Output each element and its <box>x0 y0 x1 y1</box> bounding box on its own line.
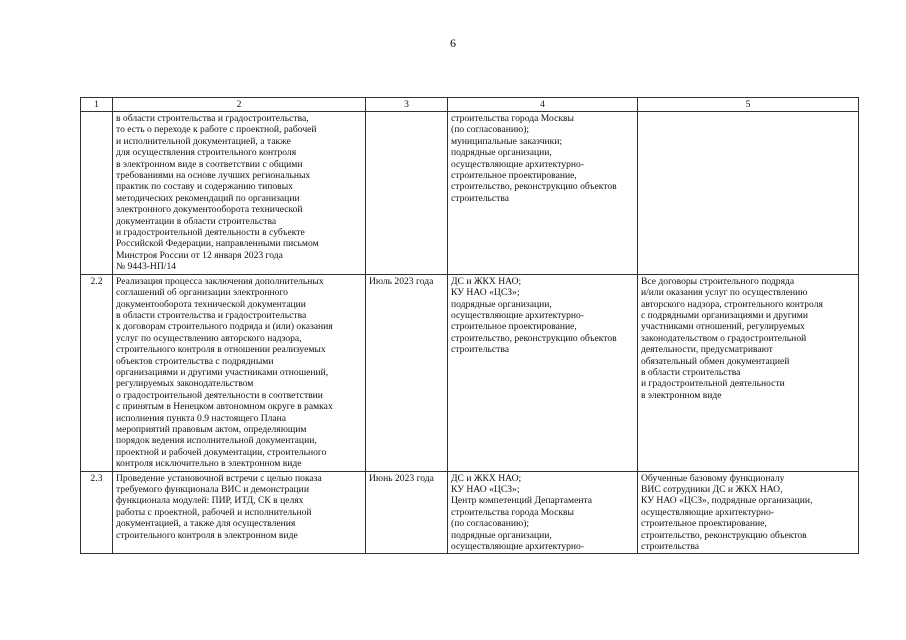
column-header: 5 <box>638 98 859 112</box>
expected-result-line: деятельности, предусматривают <box>641 344 773 356</box>
row-number <box>81 112 113 275</box>
responsible-parties-line: строительство, реконструкцию объектов <box>451 332 617 344</box>
activity-description-line: требуемого функционала ВИС и демонстрации <box>116 484 309 495</box>
due-date: Июнь 2023 года <box>366 471 448 554</box>
responsible-parties-line: муниципальные заказчики; <box>451 135 563 147</box>
expected-result-line: авторского надзора, строительного контроля <box>641 298 823 310</box>
column-header: 1 <box>81 98 113 112</box>
responsible-parties-line: подрядные организации, <box>451 298 552 310</box>
expected-result-line: в области строительства <box>641 366 741 378</box>
activity-description-line: соглашений об организации электронного <box>116 287 288 299</box>
expected-result-line: строительства <box>641 541 700 553</box>
activity-description-line: то есть о переходе к работе с проектной, рабочей <box>116 124 317 136</box>
responsible-parties <box>448 274 638 471</box>
plan-table <box>80 97 859 554</box>
activity-description-line: и исполнительной документацией, а также <box>116 135 291 147</box>
activity-description-line: № 9443-НП/14 <box>116 261 177 273</box>
activity-description-line: работы с проектной, рабочей и исполнительной <box>116 506 312 518</box>
expected-result <box>638 274 859 471</box>
activity-description-line: с принятым в Ненецком автономном округе в рамках <box>116 401 333 413</box>
table-row <box>81 471 859 554</box>
responsible-parties-line: строительное проектирование, <box>451 170 577 182</box>
responsible-parties-line: строительства <box>451 192 510 204</box>
responsible-parties-line: (по согласованию); <box>451 518 530 530</box>
activity-description-line: документации в области строительства <box>116 215 277 227</box>
expected-result <box>638 112 859 275</box>
responsible-parties-line: строительное проектирование, <box>451 321 577 333</box>
activity-description-line: объектов строительства с подрядными <box>116 355 274 367</box>
responsible-parties-line: КУ НАО «ЦСЗ»; <box>451 287 520 299</box>
activity-description-line: о градостроительной деятельности в соответствии <box>116 389 323 401</box>
activity-description-line: проектной и рабочей документации, строительного <box>116 446 327 458</box>
activity-description <box>113 471 366 554</box>
expected-result-line: с подрядными организациями и другими <box>641 309 809 321</box>
expected-result-line: и/или оказания услуг по осуществлению <box>641 287 808 299</box>
activity-description-line: услуг по осуществлению авторского надзора, <box>116 332 302 344</box>
activity-description-line: методических рекомендаций по организации <box>116 192 300 204</box>
due-date: Июль 2023 года <box>366 274 448 471</box>
activity-description-line: для осуществления строительного контроля <box>116 147 297 159</box>
activity-description-line: организациями и другими участниками отношений, <box>116 366 329 378</box>
activity-description-line: и градостроительной деятельности в субъекте <box>116 227 305 239</box>
responsible-parties <box>448 112 638 275</box>
expected-result-line: строительство, реконструкцию объектов <box>641 529 807 541</box>
responsible-parties-line: (по согласованию); <box>451 124 530 136</box>
responsible-parties-line: КУ НАО «ЦСЗ»; <box>451 484 520 495</box>
expected-result-line: строительное проектирование, <box>641 518 767 530</box>
responsible-parties-line: ДС и ЖКХ НАО; <box>451 472 522 484</box>
responsible-parties-line: строительства города Москвы <box>451 113 574 124</box>
page-number: 6 <box>450 36 456 50</box>
responsible-parties-line: осуществляющие архитектурно- <box>451 158 585 170</box>
activity-description-line: электронного документооборота технической <box>116 204 303 216</box>
responsible-parties-line: Центр компетенций Департамента <box>451 495 593 507</box>
table-row <box>81 112 859 275</box>
column-header: 4 <box>448 98 638 112</box>
expected-result-line: ВИС сотрудники ДС и ЖКХ НАО, <box>641 484 783 495</box>
expected-result-line: обязательный обмен документацией <box>641 355 790 367</box>
activity-description-line: требованиями на основе лучших региональных <box>116 170 311 182</box>
activity-description-line: в области строительства и градостроительства, <box>116 113 309 124</box>
activity-description-line: Минстроя России от 12 января 2023 года <box>116 249 283 261</box>
expected-result-line: Все договоры строительного подряда <box>641 275 795 287</box>
responsible-parties-line: ДС и ЖКХ НАО; <box>451 275 522 287</box>
responsible-parties-line: осуществляющие архитектурно- <box>451 541 585 553</box>
column-header: 2 <box>113 98 366 112</box>
activity-description-line: к договорам строительного подряда и (или) оказания <box>116 321 333 333</box>
activity-description-line: мероприятий правовым актом, определяющим <box>116 423 307 435</box>
activity-description-line: в электронном виде в соответствии с общими <box>116 158 303 170</box>
due-date <box>366 112 448 275</box>
activity-description-line: контроля исключительно в электронном виде <box>116 458 302 470</box>
responsible-parties-line: подрядные организации, <box>451 147 552 159</box>
expected-result-line: КУ НАО «ЦСЗ», подрядные организации, <box>641 495 813 507</box>
header-row <box>81 98 859 112</box>
expected-result-line: законодательством о градостроительной <box>641 332 807 344</box>
responsible-parties-line: строительство, реконструкцию объектов <box>451 181 617 193</box>
activity-description-line: практик по составу и содержанию типовых <box>116 181 293 193</box>
activity-description-line: в области строительства и градостроительства <box>116 309 307 321</box>
activity-description-line: документацией, а также для осуществления <box>116 518 296 530</box>
expected-result-line: Обученные базовому функционалу <box>641 472 785 484</box>
activity-description-line: Реализация процесса заключения дополнительных <box>116 275 324 287</box>
expected-result-line: и градостроительной деятельности <box>641 378 785 390</box>
activity-description-line: строительного контроля в электронном виде <box>116 529 298 541</box>
row-number: 2.2 <box>81 274 113 471</box>
expected-result-line: в электронном виде <box>641 389 722 401</box>
activity-description-line: Проведение установочной встречи с целью показа <box>116 472 322 484</box>
expected-result <box>638 471 859 554</box>
row-number: 2.3 <box>81 471 113 554</box>
activity-description-line: документооборота технической документации <box>116 298 306 310</box>
expected-result-line: участниками отношений, регулируемых <box>641 321 805 333</box>
activity-description-line: функционала модулей: ПИР, ИТД, СК в целях <box>116 495 304 507</box>
table-row <box>81 274 859 471</box>
activity-description <box>113 274 366 471</box>
activity-description-line: строительного контроля в отношении реализуемых <box>116 344 326 356</box>
responsible-parties-line: строительства города Москвы <box>451 506 574 518</box>
activity-description-line: порядок ведения исполнительной документации, <box>116 435 317 447</box>
column-header: 3 <box>366 98 448 112</box>
expected-result-line: осуществляющие архитектурно- <box>641 506 775 518</box>
responsible-parties-line: строительства <box>451 344 510 356</box>
activity-description <box>113 112 366 275</box>
responsible-parties-line: подрядные организации, <box>451 529 552 541</box>
activity-description-line: Российской Федерации, направленными письмом <box>116 238 319 250</box>
responsible-parties-line: осуществляющие архитектурно- <box>451 309 585 321</box>
activity-description-line: регулируемых законодательством <box>116 378 254 390</box>
responsible-parties <box>448 471 638 554</box>
activity-description-line: исполнения пункта 0.9 настоящего Плана <box>116 412 287 424</box>
